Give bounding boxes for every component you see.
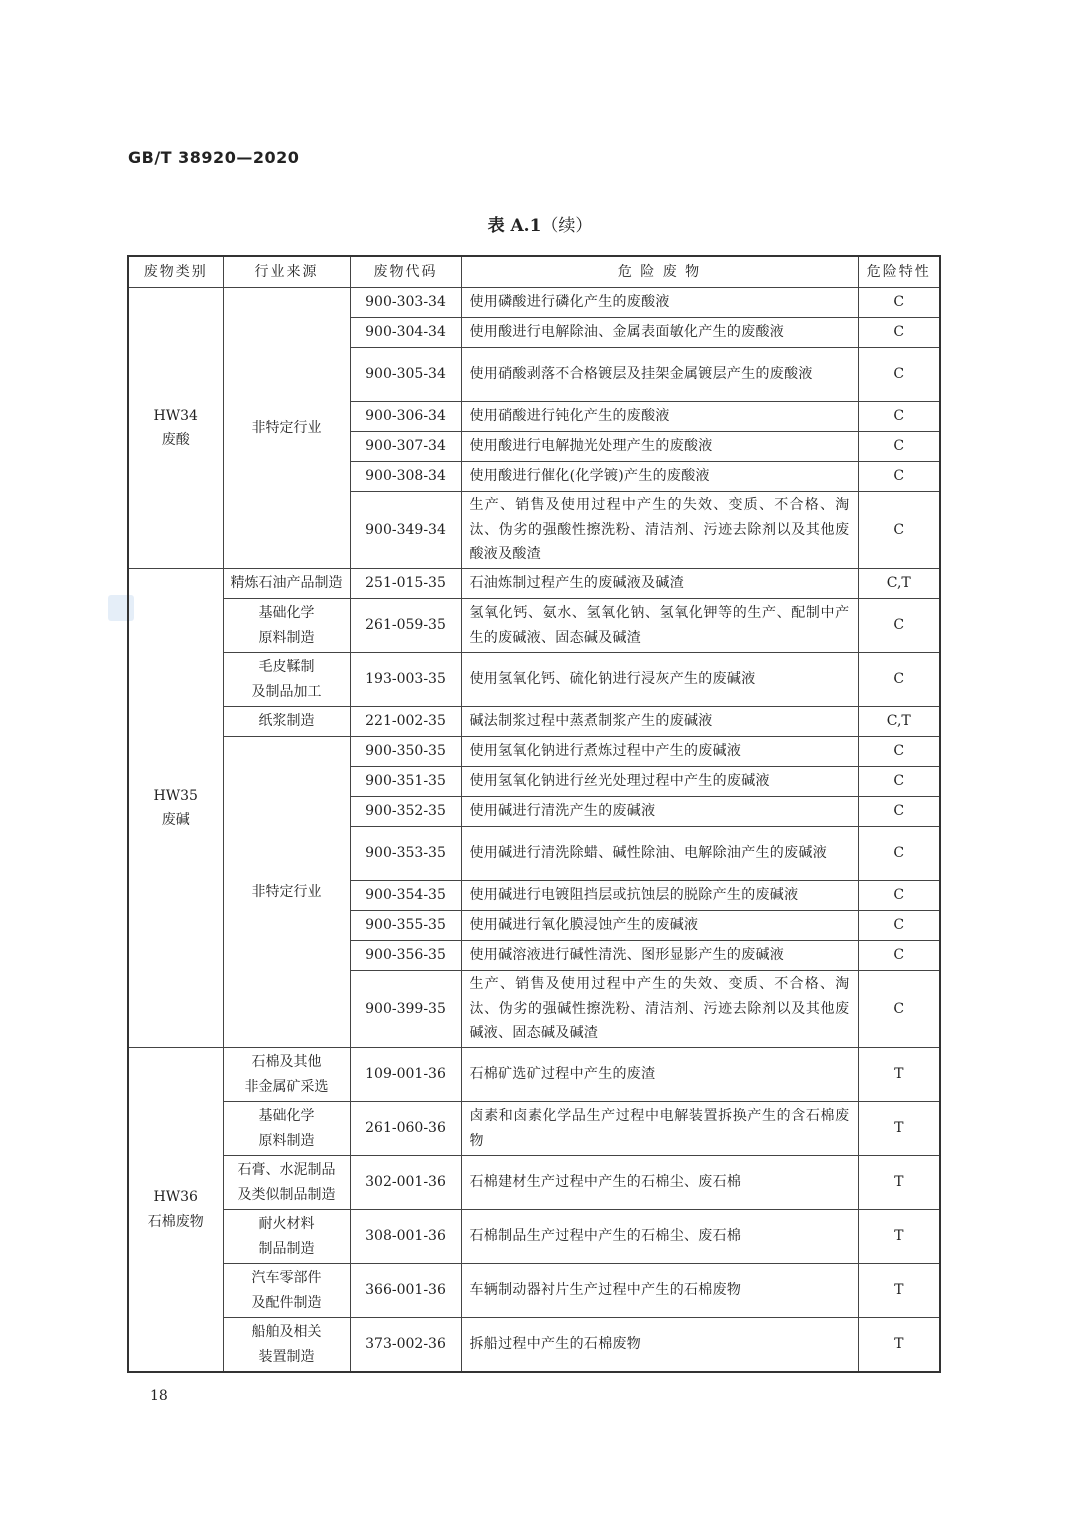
table-row — [128, 599, 940, 653]
table-row — [128, 569, 940, 599]
risk-characteristic: C — [858, 881, 940, 911]
waste-code: 193-003-35 — [350, 653, 461, 707]
risk-characteristic: C — [858, 599, 940, 653]
industry-cell — [223, 599, 350, 653]
waste-code: 308-001-36 — [350, 1210, 461, 1264]
category-name: 废碱 — [161, 812, 190, 828]
risk-characteristic: C — [858, 432, 940, 462]
waste-description: 氢氧化钙、氨水、氢氧化钠、氢氧化钾等的生产、配制中产生的废碱液、固态碱及碱渣 — [461, 599, 858, 653]
industry-line: 基础化学 — [258, 1108, 315, 1124]
waste-code: 900-306-34 — [350, 402, 461, 432]
table-row — [128, 1102, 940, 1156]
risk-characteristic: C — [858, 737, 940, 767]
category-code: HW35 — [153, 787, 198, 804]
industry-cell — [223, 1048, 350, 1102]
industry-cell — [223, 1210, 350, 1264]
table-title-suffix: （续） — [541, 216, 593, 236]
waste-description: 使用硝酸进行钝化产生的废酸液 — [461, 402, 858, 432]
industry-line: 原料制造 — [258, 1132, 315, 1149]
risk-characteristic: T — [858, 1048, 940, 1102]
waste-code: 900-356-35 — [350, 941, 461, 971]
industry-line: 制品制造 — [258, 1240, 315, 1257]
waste-description: 车辆制动器衬片生产过程中产生的石棉废物 — [461, 1264, 858, 1318]
waste-code: 900-351-35 — [350, 767, 461, 797]
waste-description: 使用酸进行催化(化学镀)产生的废酸液 — [461, 462, 858, 492]
industry-line: 船舶及相关 — [251, 1324, 322, 1340]
waste-code: 261-060-36 — [350, 1102, 461, 1156]
industry-cell: 纸浆制造 — [223, 707, 350, 737]
industry-cell — [223, 1264, 350, 1318]
waste-description: 石棉制品生产过程中产生的石棉尘、废石棉 — [461, 1210, 858, 1264]
waste-code: 900-352-35 — [350, 797, 461, 827]
waste-description: 卤素和卤素化学品生产过程中电解装置拆换产生的含石棉废物 — [461, 1102, 858, 1156]
industry-cell — [223, 1156, 350, 1210]
waste-code: 900-304-34 — [350, 318, 461, 348]
industry-line: 毛皮鞣制 — [258, 659, 315, 675]
risk-characteristic: C — [858, 653, 940, 707]
waste-code: 900-350-35 — [350, 737, 461, 767]
risk-characteristic: C — [858, 971, 940, 1048]
waste-description: 使用氢氧化钙、硫化钠进行浸灰产生的废碱液 — [461, 653, 858, 707]
risk-characteristic: C — [858, 318, 940, 348]
risk-characteristic: C — [858, 492, 940, 569]
category-name: 废酸 — [161, 432, 190, 448]
category-code: HW34 — [153, 407, 198, 424]
waste-code: 261-059-35 — [350, 599, 461, 653]
table-title — [0, 211, 1080, 236]
risk-characteristic: T — [858, 1318, 940, 1373]
risk-characteristic: C — [858, 911, 940, 941]
waste-description: 使用碱进行电镀阻挡层或抗蚀层的脱除产生的废碱液 — [461, 881, 858, 911]
waste-description: 使用磷酸进行磷化产生的废酸液 — [461, 288, 858, 318]
table-title-label: 表 A.1 — [487, 216, 542, 236]
category-code: HW36 — [153, 1189, 198, 1205]
industry-cell — [223, 1318, 350, 1373]
waste-description: 碱法制浆过程中蒸煮制浆产生的废碱液 — [461, 707, 858, 737]
industry-cell: 非特定行业 — [223, 737, 350, 1048]
table-row — [128, 1156, 940, 1210]
industry-line: 及配件制造 — [251, 1294, 322, 1311]
waste-description: 石棉建材生产过程中产生的石棉尘、废石棉 — [461, 1156, 858, 1210]
waste-description: 使用氢氧化钠进行丝光处理过程中产生的废碱液 — [461, 767, 858, 797]
waste-description: 使用碱进行清洗产生的废碱液 — [461, 797, 858, 827]
risk-characteristic: T — [858, 1156, 940, 1210]
risk-characteristic: C,T — [858, 569, 940, 599]
industry-cell: 非特定行业 — [223, 288, 350, 569]
column-header-industry: 行业来源 — [223, 256, 350, 288]
waste-description: 使用碱进行氧化膜浸蚀产生的废碱液 — [461, 911, 858, 941]
waste-code: 900-354-35 — [350, 881, 461, 911]
waste-description: 使用碱溶液进行碱性清洗、图形显影产生的废碱液 — [461, 941, 858, 971]
industry-cell: 精炼石油产品制造 — [223, 569, 350, 599]
table-row — [128, 288, 940, 318]
industry-line: 非金属矿采选 — [244, 1078, 329, 1095]
waste-description: 拆船过程中产生的石棉废物 — [461, 1318, 858, 1373]
waste-description: 使用氢氧化钠进行煮炼过程中产生的废碱液 — [461, 737, 858, 767]
column-header-risk: 危险特性 — [858, 256, 940, 288]
waste-description: 生产、销售及使用过程中产生的失效、变质、不合格、淘汰、伪劣的强酸性擦洗粉、清洁剂、污迹去除剂以及其他废酸液及酸渣 — [461, 492, 858, 569]
waste-description: 生产、销售及使用过程中产生的失效、变质、不合格、淘汰、伪劣的强碱性擦洗粉、清洁剂、污迹去除剂以及其他废碱液、固态碱及碱渣 — [461, 971, 858, 1048]
industry-line: 汽车零部件 — [251, 1270, 322, 1286]
risk-characteristic: T — [858, 1102, 940, 1156]
waste-description: 使用硝酸剥落不合格镀层及挂架金属镀层产生的废酸液 — [461, 348, 858, 402]
waste-description: 使用酸进行电解除油、金属表面敏化产生的废酸液 — [461, 318, 858, 348]
category-name: 石棉废物 — [147, 1213, 204, 1230]
table-header-row — [128, 256, 940, 288]
industry-cell — [223, 1102, 350, 1156]
category-cell — [128, 288, 223, 569]
waste-code: 900-308-34 — [350, 462, 461, 492]
risk-characteristic: C — [858, 797, 940, 827]
waste-code: 373-002-36 — [350, 1318, 461, 1373]
waste-code: 900-353-35 — [350, 827, 461, 881]
industry-line: 原料制造 — [258, 629, 315, 646]
table-row — [128, 653, 940, 707]
page-number: 18 — [150, 1388, 168, 1404]
waste-code: 900-307-34 — [350, 432, 461, 462]
table-row — [128, 707, 940, 737]
table-row — [128, 1264, 940, 1318]
risk-characteristic: C — [858, 348, 940, 402]
industry-line: 石棉及其他 — [251, 1054, 322, 1070]
column-header-code: 废物代码 — [350, 256, 461, 288]
table-row — [128, 1210, 940, 1264]
table-row — [128, 1048, 940, 1102]
standard-number: GB/T 38920—2020 — [128, 148, 300, 167]
waste-code: 251-015-35 — [350, 569, 461, 599]
waste-code: 900-355-35 — [350, 911, 461, 941]
risk-characteristic: C — [858, 941, 940, 971]
industry-line: 及制品加工 — [251, 683, 322, 700]
waste-code: 221-002-35 — [350, 707, 461, 737]
risk-characteristic: T — [858, 1264, 940, 1318]
category-cell — [128, 569, 223, 1048]
industry-line: 及类似制品制造 — [237, 1186, 336, 1203]
industry-line: 基础化学 — [258, 605, 315, 621]
waste-code: 109-001-36 — [350, 1048, 461, 1102]
industry-line: 石膏、水泥制品 — [237, 1162, 336, 1178]
waste-code: 900-399-35 — [350, 971, 461, 1048]
waste-description: 使用酸进行电解抛光处理产生的废酸液 — [461, 432, 858, 462]
industry-line: 装置制造 — [258, 1348, 315, 1365]
waste-code: 900-349-34 — [350, 492, 461, 569]
industry-line: 耐火材料 — [258, 1216, 315, 1232]
waste-description: 石油炼制过程产生的废碱液及碱渣 — [461, 569, 858, 599]
risk-characteristic: C — [858, 288, 940, 318]
industry-cell — [223, 653, 350, 707]
table-row — [128, 1318, 940, 1373]
hazardous-waste-table — [127, 255, 941, 1373]
category-cell — [128, 1048, 223, 1373]
waste-description: 使用碱进行清洗除蜡、碱性除油、电解除油产生的废碱液 — [461, 827, 858, 881]
waste-description: 石棉矿选矿过程中产生的废渣 — [461, 1048, 858, 1102]
risk-characteristic: C — [858, 462, 940, 492]
table-row — [128, 737, 940, 767]
risk-characteristic: C — [858, 767, 940, 797]
risk-characteristic: C — [858, 827, 940, 881]
risk-characteristic: T — [858, 1210, 940, 1264]
column-header-category: 废物类别 — [128, 256, 223, 288]
waste-code: 900-303-34 — [350, 288, 461, 318]
waste-code: 900-305-34 — [350, 348, 461, 402]
risk-characteristic: C — [858, 402, 940, 432]
risk-characteristic: C,T — [858, 707, 940, 737]
waste-code: 302-001-36 — [350, 1156, 461, 1210]
waste-code: 366-001-36 — [350, 1264, 461, 1318]
column-header-waste: 危 险 废 物 — [461, 256, 858, 288]
